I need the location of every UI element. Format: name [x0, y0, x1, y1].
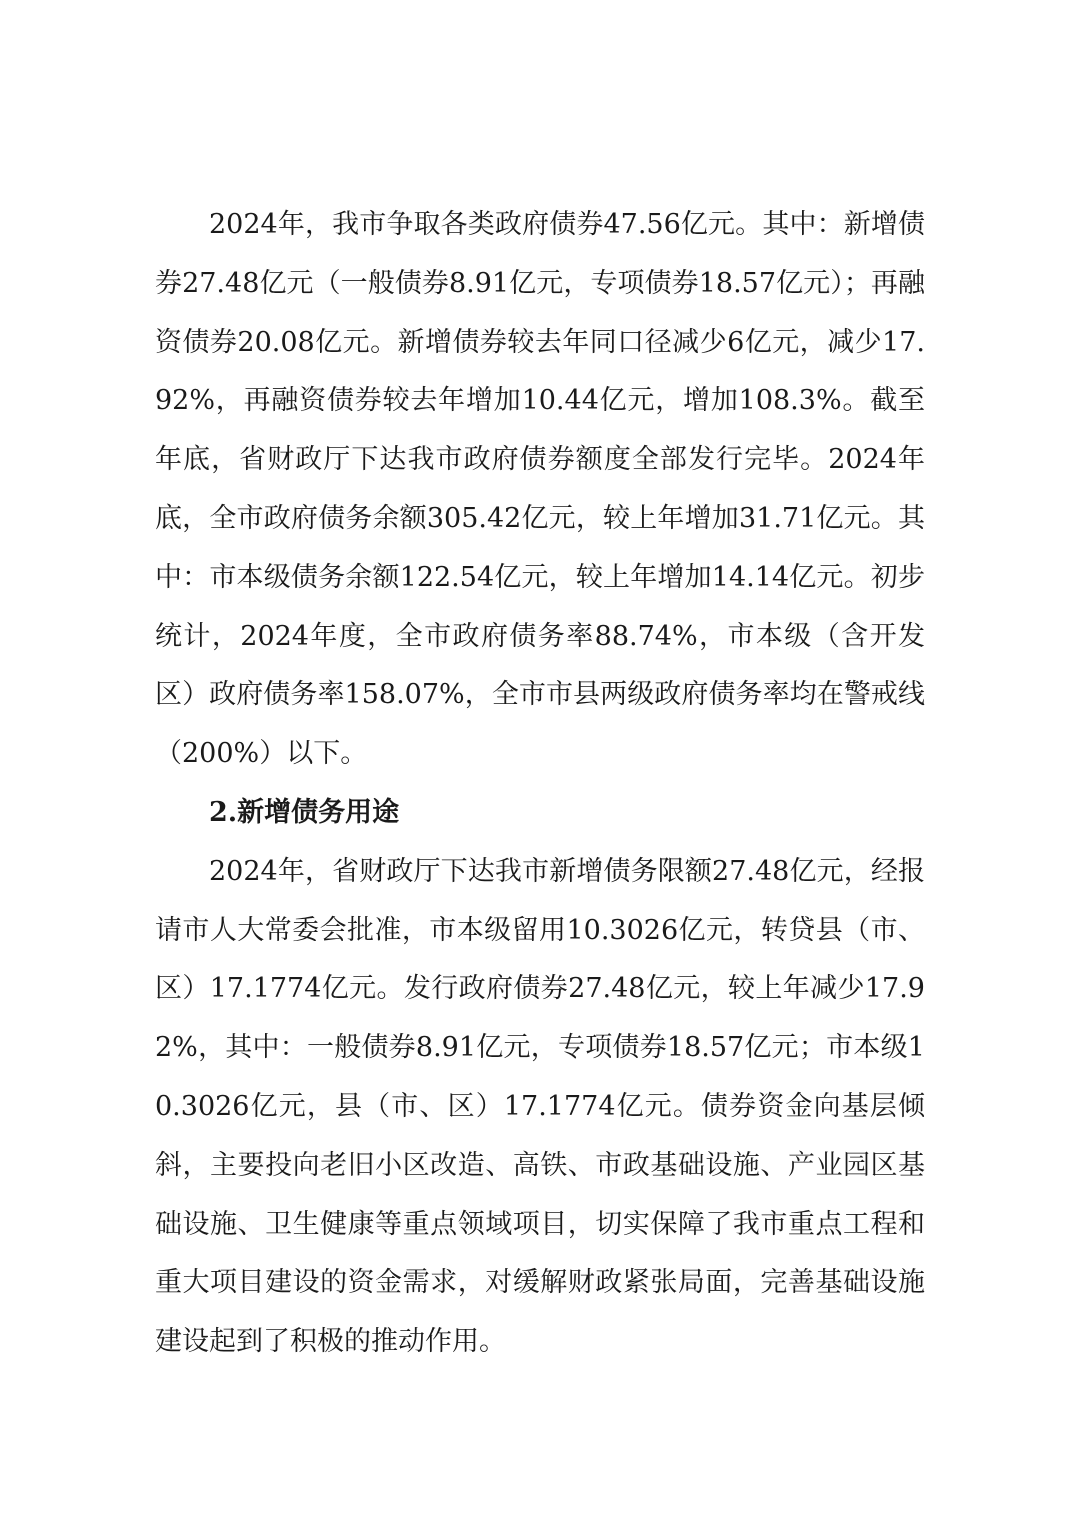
- paragraph-new-debt-usage: 2024年，省财政厅下达我市新增债务限额27.48亿元，经报请市人大常委会批准，市本级留用10.3026亿元，转贷县（市、区）17.1774亿元。发行政府债券27.48亿元，较上年减少17.92%，其中：一般债券8.91亿元，专项债券18.57亿元；市本级10.3026亿元，县（市、区）17.1774亿元。债券资金向基层倾斜，主要投向老旧小区改造、高铁、市政基础设施、产业园区基础设施、卫生健康等重点领域项目，切实保障了我市重点工程和重大项目建设的资金需求，对缓解财政紧张局面，完善基础设施建设起到了积极的推动作用。: [155, 855, 925, 1358]
- document-body: [155, 196, 925, 1372]
- paragraph-debt-overview: 2024年，我市争取各类政府债券47.56亿元。其中：新增债券27.48亿元（一般债券8.91亿元，专项债券18.57亿元）；再融资债券20.08亿元。新增债券较去年同口径减少6亿元，减少17.92%，再融资债券较去年增加10.44亿元，增加108.3%。截至年底，省财政厅下达我市政府债券额度全部发行完毕。2024年底，全市政府债务余额305.42亿元，较上年增加31.71亿元。其中：市本级债务余额122.54亿元，较上年增加14.14亿元。初步统计，2024年度，全市政府债务率88.74%，市本级（含开发区）政府债务率158.07%，全市市县两级政府债务率均在警戒线（200%）以下。: [155, 209, 925, 770]
- section-heading: 2.新增债务用途: [209, 796, 400, 828]
